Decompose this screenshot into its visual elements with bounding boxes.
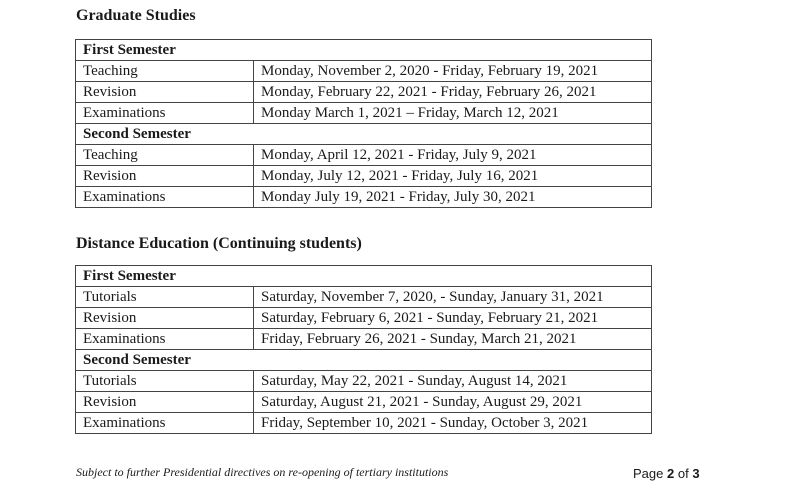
activity-cell: Teaching (76, 145, 254, 166)
table-row (76, 371, 652, 392)
activity-cell: Examinations (76, 413, 254, 434)
activity-cell: Teaching (76, 61, 254, 82)
dates-cell: Monday March 1, 2021 – Friday, March 12, 2021 (254, 103, 652, 124)
semester-header-row (76, 350, 652, 371)
table-row (76, 308, 652, 329)
dates-cell: Friday, September 10, 2021 - Sunday, October 3, 2021 (254, 413, 652, 434)
footer-note: Subject to further Presidential directives on re-opening of tertiary institutions (76, 465, 449, 479)
table-row (76, 145, 652, 166)
table-row (76, 392, 652, 413)
table-row (76, 187, 652, 208)
page-total: 3 (692, 466, 700, 481)
dates-cell: Monday July 19, 2021 - Friday, July 30, 2021 (254, 187, 652, 208)
dates-cell: Monday, July 12, 2021 - Friday, July 16, 2021 (254, 166, 652, 187)
semester-label: First Semester (76, 266, 652, 287)
semester-label: First Semester (76, 40, 652, 61)
semester-header-row (76, 124, 652, 145)
activity-cell: Revision (76, 308, 254, 329)
dates-cell: Friday, February 26, 2021 - Sunday, March 21, 2021 (254, 329, 652, 350)
table-row (76, 103, 652, 124)
dates-cell: Saturday, August 21, 2021 - Sunday, August 29, 2021 (254, 392, 652, 413)
activity-cell: Revision (76, 82, 254, 103)
table-row (76, 287, 652, 308)
dates-cell: Saturday, November 7, 2020, - Sunday, January 31, 2021 (254, 287, 652, 308)
activity-cell: Examinations (76, 187, 254, 208)
distance-education-title: Distance Education (Continuing students) (76, 235, 362, 252)
page-number (633, 466, 700, 481)
dates-cell: Monday, April 12, 2021 - Friday, July 9, 2021 (254, 145, 652, 166)
activity-cell: Tutorials (76, 371, 254, 392)
dates-cell: Saturday, February 6, 2021 - Sunday, February 21, 2021 (254, 308, 652, 329)
table-row (76, 166, 652, 187)
page-of: of (677, 466, 689, 481)
table-row (76, 61, 652, 82)
table-row (76, 82, 652, 103)
page-prefix: Page (633, 466, 664, 481)
semester-header-row (76, 266, 652, 287)
semester-label: Second Semester (76, 350, 652, 371)
page-current: 2 (667, 466, 675, 481)
activity-cell: Revision (76, 166, 254, 187)
activity-cell: Revision (76, 392, 254, 413)
semester-header-row (76, 40, 652, 61)
table-row (76, 329, 652, 350)
dates-cell: Monday, November 2, 2020 - Friday, February 19, 2021 (254, 61, 652, 82)
activity-cell: Examinations (76, 103, 254, 124)
distance-schedule-table (75, 265, 652, 434)
activity-cell: Examinations (76, 329, 254, 350)
table-row (76, 413, 652, 434)
dates-cell: Monday, February 22, 2021 - Friday, February 26, 2021 (254, 82, 652, 103)
graduate-studies-title: Graduate Studies (76, 7, 196, 24)
semester-label: Second Semester (76, 124, 652, 145)
activity-cell: Tutorials (76, 287, 254, 308)
graduate-schedule-table (75, 39, 652, 208)
dates-cell: Saturday, May 22, 2021 - Sunday, August 14, 2021 (254, 371, 652, 392)
